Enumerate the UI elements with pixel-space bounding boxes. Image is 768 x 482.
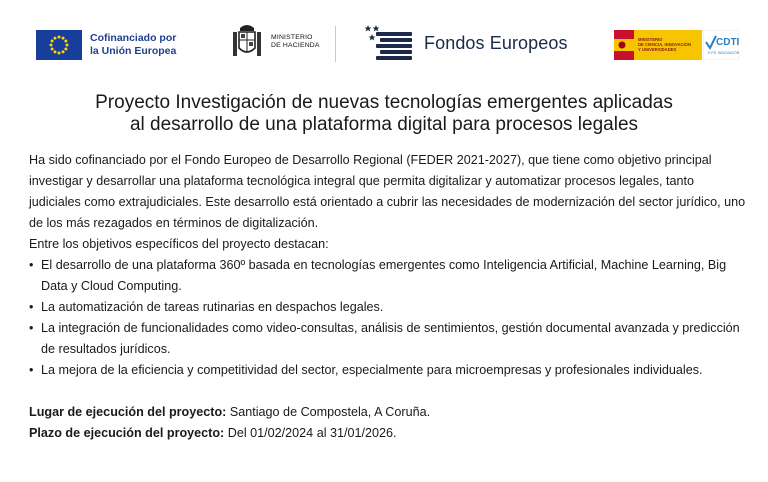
bullet-icon: • bbox=[29, 321, 34, 335]
ministry-line1: MINISTERIO bbox=[271, 34, 313, 41]
location-label: Lugar de ejecución del proyecto: bbox=[29, 405, 227, 419]
location-value: Santiago de Compostela, A Coruña. bbox=[226, 405, 431, 419]
spain-coat-of-arms-icon bbox=[229, 22, 265, 62]
eu-cofinanciado-logo bbox=[36, 30, 176, 60]
eu-flag-icon bbox=[36, 30, 82, 60]
eu-text-line2: la Unión Europea bbox=[90, 45, 177, 57]
spacer bbox=[29, 381, 747, 402]
bullet-icon: • bbox=[29, 363, 34, 377]
gob-line3: Y UNIVERSIDADES bbox=[638, 47, 677, 52]
title-line1: Proyecto Investigación de nuevas tecnologías emergentes aplicadas bbox=[95, 92, 673, 113]
intro-paragraph: Ha sido cofinanciado por el Fondo Europeo de Desarrollo Regional (FEDER 2021-2027), que tiene como objetivo principal investigar y desarrollar una plataforma tecnológica integral que permita digitalizar y automatizar procesos legales, tanto judiciales como extrajudiciales. Este desarrollo está orientado a cubrir las necesidades de modernización del sector jurídico, uno de los más rezagados en términos de digitalización. bbox=[29, 153, 746, 230]
eu-text-line1: Cofinanciado por bbox=[90, 32, 177, 44]
execution-location bbox=[29, 402, 747, 423]
bullet-text: El desarrollo de una plataforma 360º basada en tecnologías emergentes como Inteligencia Artificial, Machine Learning, Big Data y Cloud Computing. bbox=[41, 258, 727, 293]
ministerio-ciencia-box bbox=[614, 30, 702, 60]
bullet-icon: • bbox=[29, 300, 34, 314]
eu-logo-text bbox=[90, 32, 176, 58]
list-item bbox=[29, 297, 747, 318]
execution-period bbox=[29, 423, 747, 444]
list-item bbox=[29, 318, 747, 360]
fondos-europeos-logo bbox=[362, 24, 568, 62]
ministry-line2: DE HACIENDA bbox=[271, 42, 320, 49]
bullet-text: La mejora de la eficiencia y competitividad del sector, especialmente para microempresas y profesionales individuales. bbox=[41, 363, 703, 377]
fondos-europeos-icon bbox=[362, 24, 416, 62]
ministerio-text bbox=[271, 34, 320, 50]
ministerio-ciencia-text bbox=[638, 37, 691, 52]
bullet-icon: • bbox=[29, 258, 34, 272]
project-description bbox=[29, 150, 747, 444]
gob-line2: DE CIENCIA, INNOVACIÓN bbox=[638, 42, 691, 47]
bullet-text: La automatización de tareas rutinarias en despachos legales. bbox=[41, 300, 384, 314]
period-label: Plazo de ejecución del proyecto: bbox=[29, 426, 225, 440]
gob-line1: MINISTERIO bbox=[638, 37, 663, 42]
logo-divider bbox=[335, 26, 336, 62]
cdti-logo bbox=[703, 30, 739, 60]
cdti-name: CDTI bbox=[716, 37, 740, 48]
period-value: Del 01/02/2024 al 31/01/2026. bbox=[224, 426, 397, 440]
ministerio-hacienda-logo bbox=[229, 22, 320, 62]
fondos-europeos-text: Fondos Europeos bbox=[424, 32, 568, 53]
logo-bar bbox=[0, 0, 768, 80]
bullet-text: La integración de funcionalidades como video-consultas, análisis de sentimientos, gestión documental avanzada y predicción de resultados jurídicos. bbox=[41, 321, 740, 356]
cdti-subtitle: E.P.E. INNOVACIÓN bbox=[708, 51, 740, 55]
title-line2: al desarrollo de una plataforma digital para procesos legales bbox=[129, 114, 639, 135]
page-title bbox=[20, 92, 748, 136]
gobierno-espana-logo bbox=[614, 30, 702, 60]
list-item bbox=[29, 255, 747, 297]
list-item bbox=[29, 360, 747, 381]
objectives-intro: Entre los objetivos específicos del proyecto destacan: bbox=[29, 237, 329, 251]
